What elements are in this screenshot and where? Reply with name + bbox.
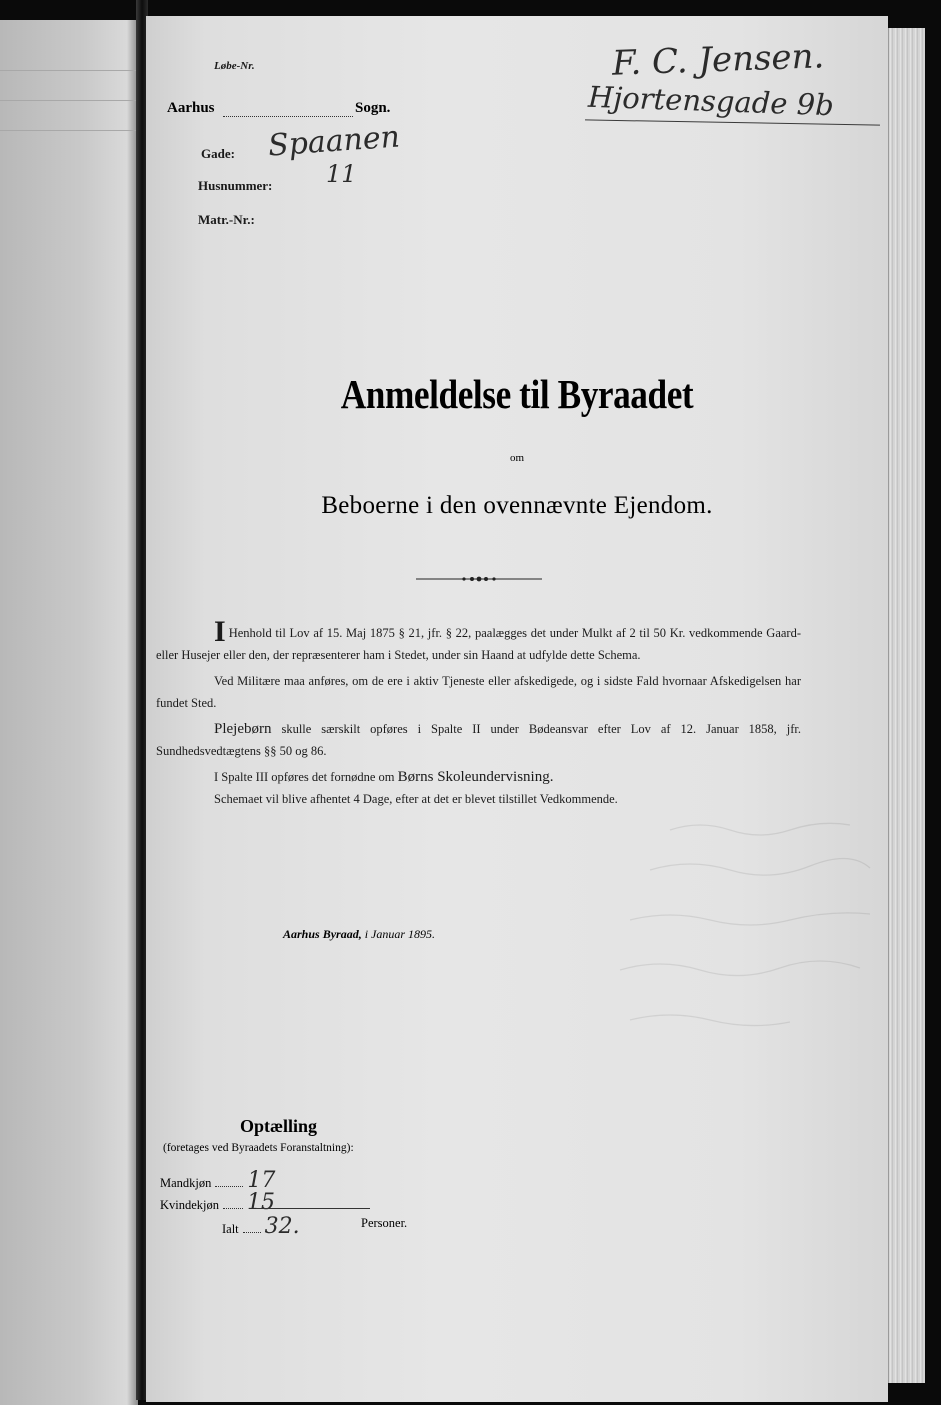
dot-leader: [215, 1186, 243, 1187]
total-value: 32.: [264, 1214, 300, 1239]
sogn-label: Sogn.: [355, 100, 391, 116]
schooling-emphasis: Børns Skoleundervisning.: [397, 769, 554, 785]
facing-page-rule: [0, 100, 138, 101]
female-label: Kvindekjøn: [160, 1198, 220, 1212]
male-value: 17: [247, 1168, 276, 1193]
gade-label: Gade:: [201, 146, 235, 161]
dot-leader: [223, 1208, 243, 1209]
paragraph-foster-children: [156, 718, 801, 762]
persons-unit: Personer.: [361, 1216, 408, 1230]
signature-date: i Januar 1895.: [364, 927, 436, 941]
drop-cap: I: [214, 615, 226, 648]
count-subtitle: (foretages ved Byraadets Foranstaltning):: [163, 1142, 354, 1154]
sogn-dotted-line: [223, 116, 353, 117]
paragraph-law-text: Henhold til Lov af 15. Maj 1875 § 21, jfr. § 22, paalægges det under Mulkt af 2 til 50 Kr. vedkommende Gaard- eller Husejer eller den, der repræsenterer ham i Stedet, under sin Haand at udfylde dette Schema.: [156, 626, 801, 662]
facing-page: [0, 20, 138, 1405]
total-count-row: [222, 1214, 300, 1239]
male-label: Mandkjøn: [160, 1176, 212, 1190]
title-connector: om: [509, 452, 525, 464]
aarhus-label: Aarhus: [167, 100, 215, 116]
signature-place: Aarhus Byraad,: [283, 927, 362, 941]
matr-nr-label: Matr.-Nr.:: [198, 212, 255, 227]
facing-page-rule: [0, 70, 138, 71]
instructions-text: [156, 615, 802, 814]
husnummer-handwritten-value: 11: [326, 160, 357, 188]
husnummer-label: Husnummer:: [198, 178, 273, 193]
handwritten-name: F. C. Jensen.: [611, 36, 825, 84]
total-rule: [256, 1208, 370, 1209]
female-count-row: [160, 1190, 275, 1215]
count-title: Optælling: [240, 1116, 318, 1136]
document-subtitle: Beboerne i den ovennævnte Ejendom.: [321, 492, 713, 519]
facing-page-rule: [0, 130, 138, 131]
female-value: 15: [247, 1190, 276, 1215]
gade-handwritten-value: Spaanen: [266, 119, 401, 164]
aarhus-sogn-field: [167, 100, 425, 122]
paragraph-military: Ved Militære maa anføres, om de ere i aktiv Tjeneste eller afskedigede, og i sidste Fald hvornaar Afskedigelsen har fundet Sted.: [156, 674, 801, 710]
paragraph-schooling: [156, 766, 801, 788]
total-label: Ialt: [222, 1222, 239, 1236]
paragraph-collection: Schemaet vil blive afhentet 4 Dage, efter at det er blevet tilstillet Vedkommende.: [214, 792, 618, 806]
handwritten-address: Hjortensgade 9b: [587, 79, 835, 123]
ornamental-divider: [416, 574, 542, 584]
dot-leader: [243, 1232, 261, 1233]
paragraph-law: [156, 615, 801, 666]
document-title: Anmeldelse til Byraadet: [340, 371, 694, 417]
page-edges: [888, 28, 925, 1383]
lobe-nr-label: Løbe-Nr.: [214, 60, 255, 72]
schooling-text: I Spalte III opføres det fornødne om: [214, 770, 395, 784]
foster-children-lead: Plejebørn: [214, 721, 272, 737]
foster-children-text: skulle særskilt opføres i Spalte II under Bødeansvar efter Lov af 12. Januar 1858, jfr. Sundhedsvedtægtens §§ 50 og 86.: [156, 722, 802, 758]
signature-line: [283, 927, 435, 942]
